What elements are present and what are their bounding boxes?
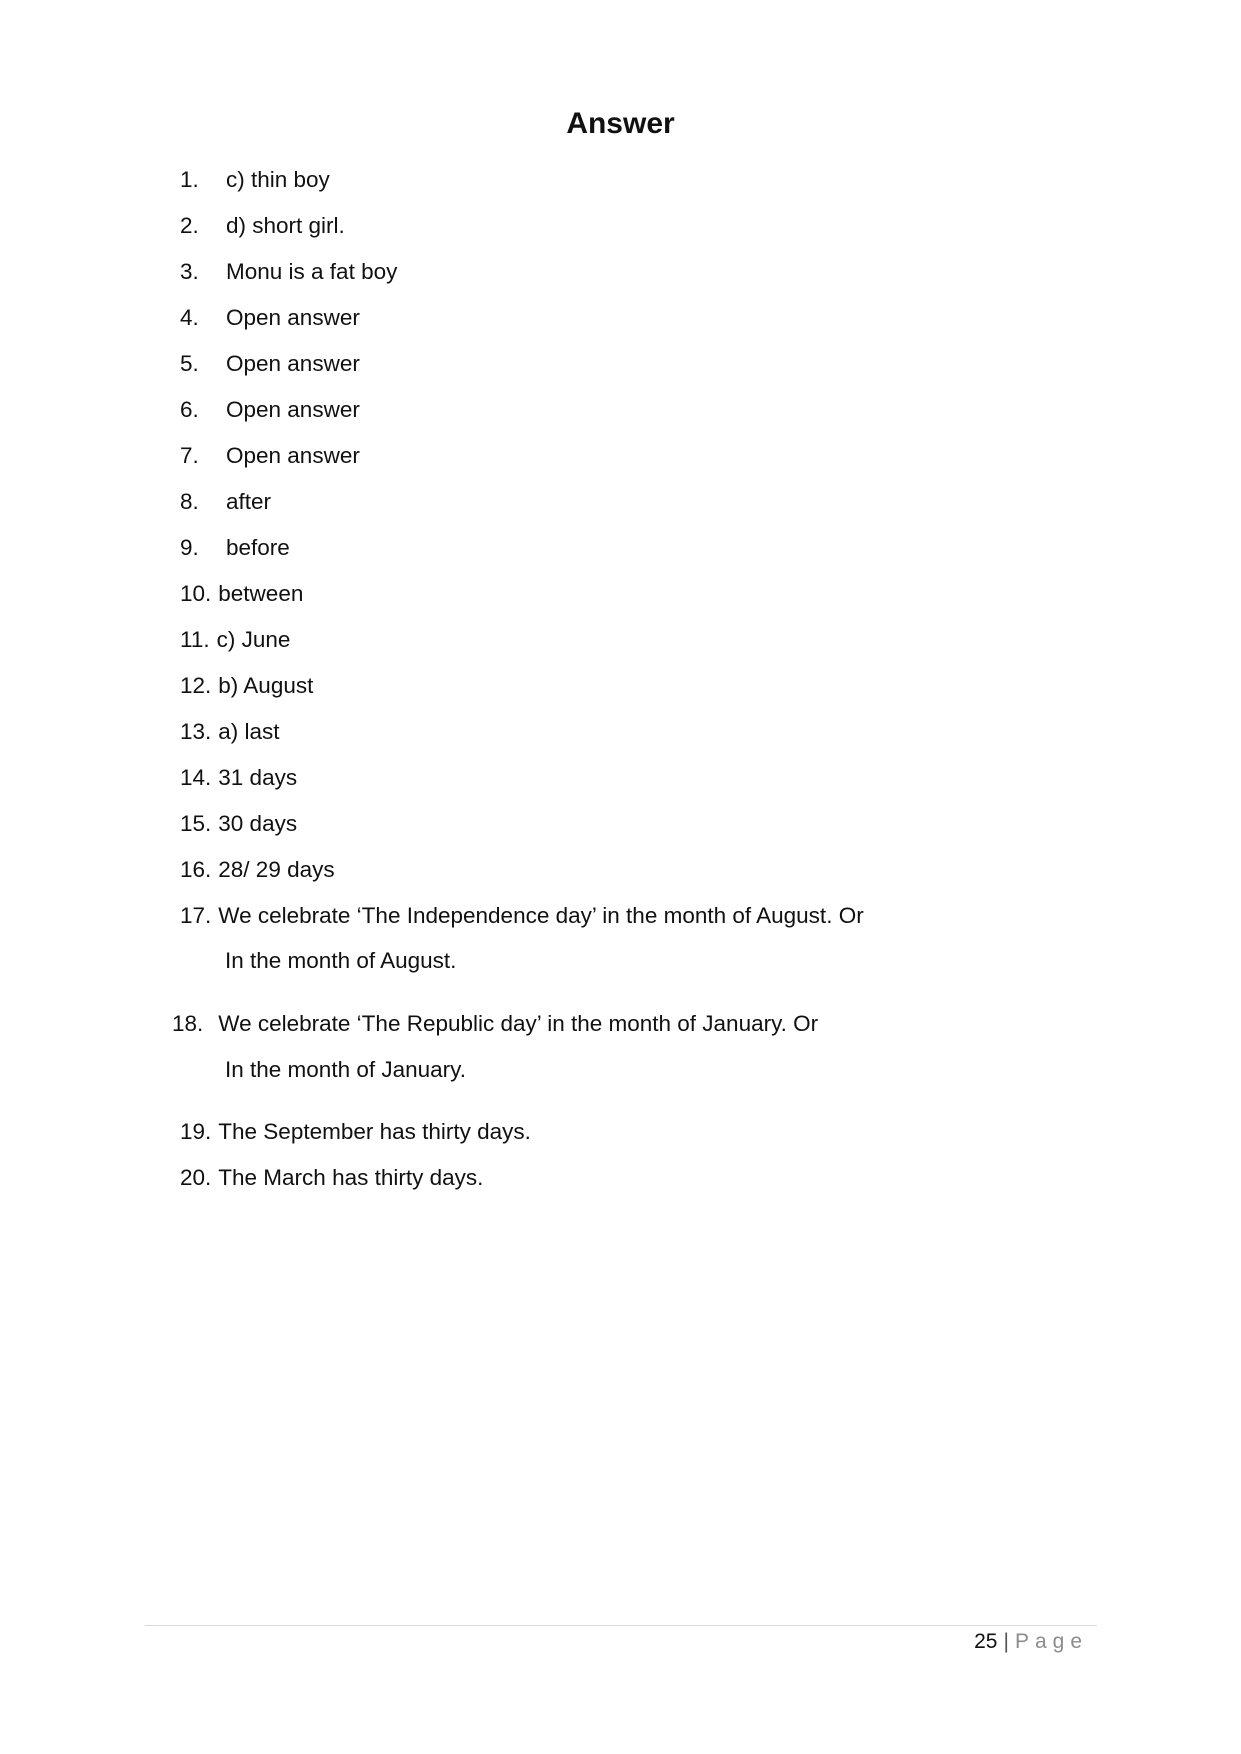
answer-number: 20. — [180, 1165, 212, 1190]
page-footer — [974, 1627, 1088, 1657]
answer-text: We celebrate ‘The Independence day’ in the month of August. Or — [218, 903, 864, 928]
answer-text: Open answer — [226, 305, 360, 330]
answer-number: 4. — [180, 305, 199, 330]
answer-number: 5. — [180, 351, 199, 376]
answer-text: c) thin boy — [226, 167, 330, 192]
answer-number: 9. — [180, 535, 199, 560]
answer-item-17 — [180, 900, 864, 932]
answer-text: d) short girl. — [226, 213, 345, 238]
answer-item-7 — [180, 440, 360, 472]
answer-item-18 — [172, 1008, 818, 1040]
answer-text: b) August — [218, 673, 314, 698]
footer-separator: | — [1003, 1630, 1009, 1653]
answer-continuation-17: In the month of August. — [225, 948, 457, 973]
answer-text: 30 days — [218, 811, 298, 836]
answer-number: 11. — [180, 627, 210, 652]
answer-number: 15. — [180, 811, 212, 836]
answer-item-8 — [180, 486, 271, 518]
answer-text: a) last — [218, 719, 280, 744]
answer-number: 18. — [172, 1011, 204, 1036]
answer-text: We celebrate ‘The Republic day’ in the month of January. Or — [218, 1011, 819, 1036]
answer-item-13 — [180, 716, 280, 748]
answer-item-4 — [180, 302, 360, 334]
footer-divider — [145, 1625, 1097, 1626]
answer-number: 1. — [180, 167, 199, 192]
answer-text: Open answer — [226, 351, 360, 376]
answer-item-15 — [180, 808, 297, 840]
page-title: Answer — [566, 107, 675, 140]
answer-item-16 — [180, 854, 335, 886]
page-label: Page — [1014, 1630, 1088, 1653]
answer-item-2 — [180, 210, 345, 242]
answer-text: before — [226, 535, 290, 560]
answer-text: Monu is a fat boy — [226, 259, 398, 284]
answer-item-1 — [180, 164, 330, 196]
answer-number: 7. — [180, 443, 199, 468]
answer-text: c) June — [216, 627, 291, 652]
answer-number: 17. — [180, 903, 212, 928]
answer-item-12 — [180, 670, 313, 702]
answer-text: 31 days — [218, 765, 298, 790]
page-number: 25 — [974, 1630, 998, 1653]
answer-item-10 — [180, 578, 303, 610]
answer-text: Open answer — [226, 443, 360, 468]
answer-item-19 — [180, 1116, 531, 1148]
answer-number: 14. — [180, 765, 212, 790]
answer-item-14 — [180, 762, 297, 794]
answer-number: 12. — [180, 673, 212, 698]
answer-number: 16. — [180, 857, 212, 882]
answer-item-3 — [180, 256, 397, 288]
answer-text: 28/ 29 days — [218, 857, 335, 882]
answer-number: 8. — [180, 489, 199, 514]
answer-item-11 — [180, 624, 290, 656]
answer-number: 3. — [180, 259, 199, 284]
answer-item-6 — [180, 394, 360, 426]
answer-text: The September has thirty days. — [218, 1119, 531, 1144]
answer-number: 13. — [180, 719, 212, 744]
answer-number: 19. — [180, 1119, 212, 1144]
answer-number: 2. — [180, 213, 199, 238]
answer-number: 6. — [180, 397, 199, 422]
answer-text: after — [226, 489, 272, 514]
answer-item-5 — [180, 348, 360, 380]
answer-item-9 — [180, 532, 290, 564]
answer-text: The March has thirty days. — [218, 1165, 484, 1190]
answer-number: 10. — [180, 581, 212, 606]
answer-text: Open answer — [226, 397, 360, 422]
answer-item-20 — [180, 1162, 483, 1194]
answer-text: between — [218, 581, 304, 606]
answer-continuation-18: In the month of January. — [225, 1057, 466, 1082]
